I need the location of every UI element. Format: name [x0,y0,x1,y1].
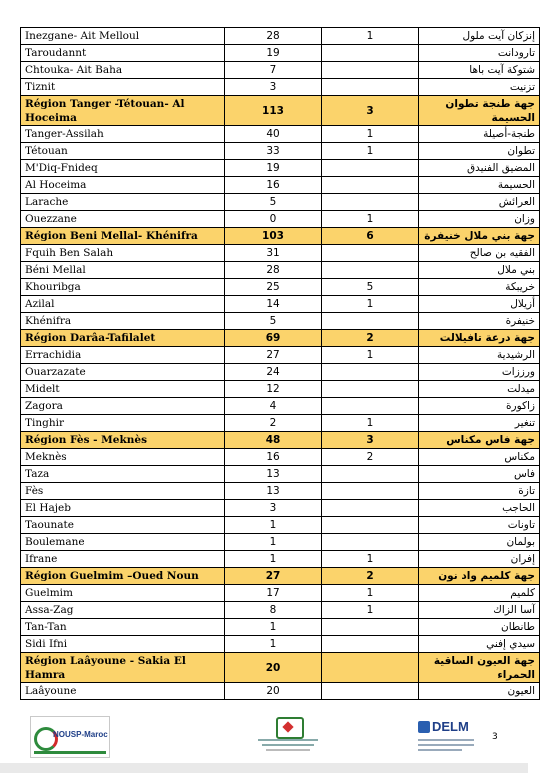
arabic-name-cell: جهة كلميم واد نون [419,568,540,585]
second-count-cell [322,500,419,517]
table-row [21,347,540,364]
name-cell: Chtouka- Ait Baha [21,62,225,79]
arabic-name-cell: طنجة-أصيلة [419,126,540,143]
second-count-cell: 1 [322,585,419,602]
second-count-cell: 1 [322,551,419,568]
nousp-maroc-logo [30,716,110,758]
page-footer [0,713,528,763]
second-count-cell [322,483,419,500]
table-row [21,62,540,79]
arabic-name-cell: آسا الزاك [419,602,540,619]
table-row [21,483,540,500]
table-row [21,194,540,211]
table-row [21,449,540,466]
second-count-cell [322,79,419,96]
cases-cell: 24 [225,364,322,381]
arabic-name-cell: جهة فاس مكناس [419,432,540,449]
cases-cell: 12 [225,381,322,398]
cases-cell: 16 [225,177,322,194]
second-count-cell [322,177,419,194]
table-row [21,245,540,262]
second-count-cell [322,466,419,483]
name-cell: Zagora [21,398,225,415]
table-row [21,279,540,296]
cases-cell: 113 [225,96,322,126]
cases-cell: 1 [225,636,322,653]
second-count-cell: 1 [322,211,419,228]
second-count-cell [322,62,419,79]
cases-cell: 3 [225,500,322,517]
arabic-name-cell: الفقيه بن صالح [419,245,540,262]
page-number: 3 [492,732,498,742]
cases-cell: 14 [225,296,322,313]
table-row [21,313,540,330]
cases-cell: 1 [225,517,322,534]
cases-cell: 19 [225,45,322,62]
arabic-name-cell: إفران [419,551,540,568]
second-count-cell: 3 [322,96,419,126]
second-count-cell [322,364,419,381]
cases-cell: 5 [225,313,322,330]
arabic-name-cell: ورززات [419,364,540,381]
table-row [21,619,540,636]
cases-cell: 40 [225,126,322,143]
region-row [21,653,540,683]
arabic-name-cell: العيون [419,683,540,700]
table-row [21,466,540,483]
cases-cell: 2 [225,415,322,432]
cases-cell: 27 [225,568,322,585]
second-count-cell: 2 [322,449,419,466]
second-count-cell: 1 [322,415,419,432]
cases-cell: 31 [225,245,322,262]
region-row [21,228,540,245]
table-row [21,177,540,194]
delm-emblem-icon [418,721,430,733]
table-row [21,551,540,568]
arabic-name-cell: خنيفرة [419,313,540,330]
cases-cell: 7 [225,62,322,79]
second-count-cell: 1 [322,28,419,45]
arabic-name-cell: الحاجب [419,500,540,517]
arabic-name-cell: سيدي إفني [419,636,540,653]
name-cell: M'Diq-Fnideq [21,160,225,177]
second-count-cell [322,534,419,551]
table-row [21,45,540,62]
name-cell: Tanger-Assilah [21,126,225,143]
cases-cell: 25 [225,279,322,296]
delm-logo-line [418,744,474,746]
table-row [21,683,540,700]
arabic-name-cell: العرائش [419,194,540,211]
cases-cell: 20 [225,683,322,700]
delm-logo-line [418,739,474,741]
ministry-logo-line [266,749,310,751]
arabic-name-cell: زاكورة [419,398,540,415]
second-count-cell [322,517,419,534]
name-cell: Assa-Zag [21,602,225,619]
name-cell: Béni Mellal [21,262,225,279]
name-cell: Khénifra [21,313,225,330]
name-cell: Sidi Ifni [21,636,225,653]
second-count-cell [322,619,419,636]
second-count-cell [322,381,419,398]
ministry-emblem-icon [276,717,304,739]
cases-cell: 5 [225,194,322,211]
table-row [21,602,540,619]
name-cell: Ifrane [21,551,225,568]
name-cell: Taza [21,466,225,483]
cases-cell: 3 [225,79,322,96]
cases-cell: 69 [225,330,322,347]
cases-cell: 17 [225,585,322,602]
name-cell: Région Fès - Meknès [21,432,225,449]
cases-cell: 20 [225,653,322,683]
second-count-cell [322,313,419,330]
second-count-cell: 1 [322,126,419,143]
second-count-cell [322,683,419,700]
name-cell: Région Laâyoune - Sakia El Hamra [21,653,225,683]
second-count-cell [322,262,419,279]
arabic-name-cell: فاس [419,466,540,483]
table-row [21,296,540,313]
cases-cell: 4 [225,398,322,415]
arabic-name-cell: الرشيدية [419,347,540,364]
viewer-background [0,763,528,773]
name-cell: Taounate [21,517,225,534]
name-cell: Al Hoceima [21,177,225,194]
name-cell: Inezgane- Ait Melloul [21,28,225,45]
table-row [21,79,540,96]
name-cell: Azilal [21,296,225,313]
cases-table [20,27,540,700]
cases-cell: 19 [225,160,322,177]
arabic-name-cell: كلميم [419,585,540,602]
name-cell: Fès [21,483,225,500]
name-cell: Guelmim [21,585,225,602]
region-row [21,432,540,449]
table-row [21,364,540,381]
arabic-name-cell: تنغير [419,415,540,432]
delm-logo-text: DELM [432,719,469,734]
table-row [21,636,540,653]
arabic-name-cell: طانطان [419,619,540,636]
region-row [21,96,540,126]
arabic-name-cell: جهة درعة تافيلالت [419,330,540,347]
name-cell: Région Beni Mellal- Khénifra [21,228,225,245]
delm-logo [418,719,478,755]
cases-cell: 16 [225,449,322,466]
name-cell: Boulemane [21,534,225,551]
nousp-logo-text: NOUSP-Maroc [53,730,108,739]
cases-cell: 48 [225,432,322,449]
table-row [21,126,540,143]
arabic-name-cell: الحسيمة [419,177,540,194]
name-cell: Taroudannt [21,45,225,62]
ministry-of-health-logo [258,717,318,757]
second-count-cell: 3 [322,432,419,449]
table-row [21,415,540,432]
ministry-logo-line [262,744,314,746]
second-count-cell [322,636,419,653]
cases-cell: 33 [225,143,322,160]
cases-cell: 1 [225,534,322,551]
second-count-cell [322,45,419,62]
cases-cell: 0 [225,211,322,228]
table-row [21,585,540,602]
name-cell: Région Guelmim –Oued Noun [21,568,225,585]
name-cell: Fquih Ben Salah [21,245,225,262]
table-row [21,500,540,517]
second-count-cell: 6 [322,228,419,245]
delm-logo-line [418,749,462,751]
arabic-name-cell: جهة بني ملال خنيفرة [419,228,540,245]
second-count-cell: 1 [322,602,419,619]
arabic-name-cell: تازة [419,483,540,500]
region-row [21,568,540,585]
arabic-name-cell: أزيلال [419,296,540,313]
arabic-name-cell: وزان [419,211,540,228]
name-cell: Khouribga [21,279,225,296]
table-row [21,262,540,279]
table-row [21,534,540,551]
cases-table-body [21,28,540,700]
name-cell: El Hajeb [21,500,225,517]
arabic-name-cell: إنزكان آيت ملول [419,28,540,45]
second-count-cell [322,194,419,211]
table-row [21,28,540,45]
cases-cell: 13 [225,466,322,483]
arabic-name-cell: تطوان [419,143,540,160]
ministry-logo-line [258,739,318,741]
region-row [21,330,540,347]
arabic-name-cell: ميدلت [419,381,540,398]
arabic-name-cell: تارودانت [419,45,540,62]
second-count-cell [322,245,419,262]
second-count-cell: 1 [322,296,419,313]
second-count-cell: 1 [322,347,419,364]
name-cell: Tétouan [21,143,225,160]
second-count-cell [322,160,419,177]
cases-cell: 1 [225,619,322,636]
arabic-name-cell: خريبكة [419,279,540,296]
arabic-name-cell: مكناس [419,449,540,466]
name-cell: Tiznit [21,79,225,96]
table-row [21,517,540,534]
name-cell: Région Tanger -Tétouan- Al Hoceima [21,96,225,126]
second-count-cell: 2 [322,330,419,347]
second-count-cell: 1 [322,143,419,160]
table-row [21,381,540,398]
arabic-name-cell: جهة طنجة تطوان الحسيمة [419,96,540,126]
cases-cell: 27 [225,347,322,364]
arabic-name-cell: بولمان [419,534,540,551]
second-count-cell [322,653,419,683]
arabic-name-cell: تاونات [419,517,540,534]
arabic-name-cell: شتوكة آيت باها [419,62,540,79]
cases-cell: 28 [225,28,322,45]
arabic-name-cell: بني ملال [419,262,540,279]
name-cell: Région Darâa-Tafilalet [21,330,225,347]
name-cell: Laâyoune [21,683,225,700]
name-cell: Tan-Tan [21,619,225,636]
second-count-cell [322,398,419,415]
table-row [21,211,540,228]
arabic-name-cell: المضيق الفنيدق [419,160,540,177]
name-cell: Errachidia [21,347,225,364]
table-row [21,143,540,160]
arabic-name-cell: جهة العيون الساقية الحمراء [419,653,540,683]
name-cell: Tinghir [21,415,225,432]
name-cell: Ouezzane [21,211,225,228]
table-row [21,160,540,177]
cases-cell: 103 [225,228,322,245]
cases-cell: 28 [225,262,322,279]
cases-cell: 8 [225,602,322,619]
nousp-logo-bar [34,751,106,754]
table-row [21,398,540,415]
name-cell: Ouarzazate [21,364,225,381]
name-cell: Meknès [21,449,225,466]
cases-cell: 1 [225,551,322,568]
second-count-cell: 5 [322,279,419,296]
second-count-cell: 2 [322,568,419,585]
arabic-name-cell: تزنيت [419,79,540,96]
cases-cell: 13 [225,483,322,500]
name-cell: Larache [21,194,225,211]
name-cell: Midelt [21,381,225,398]
